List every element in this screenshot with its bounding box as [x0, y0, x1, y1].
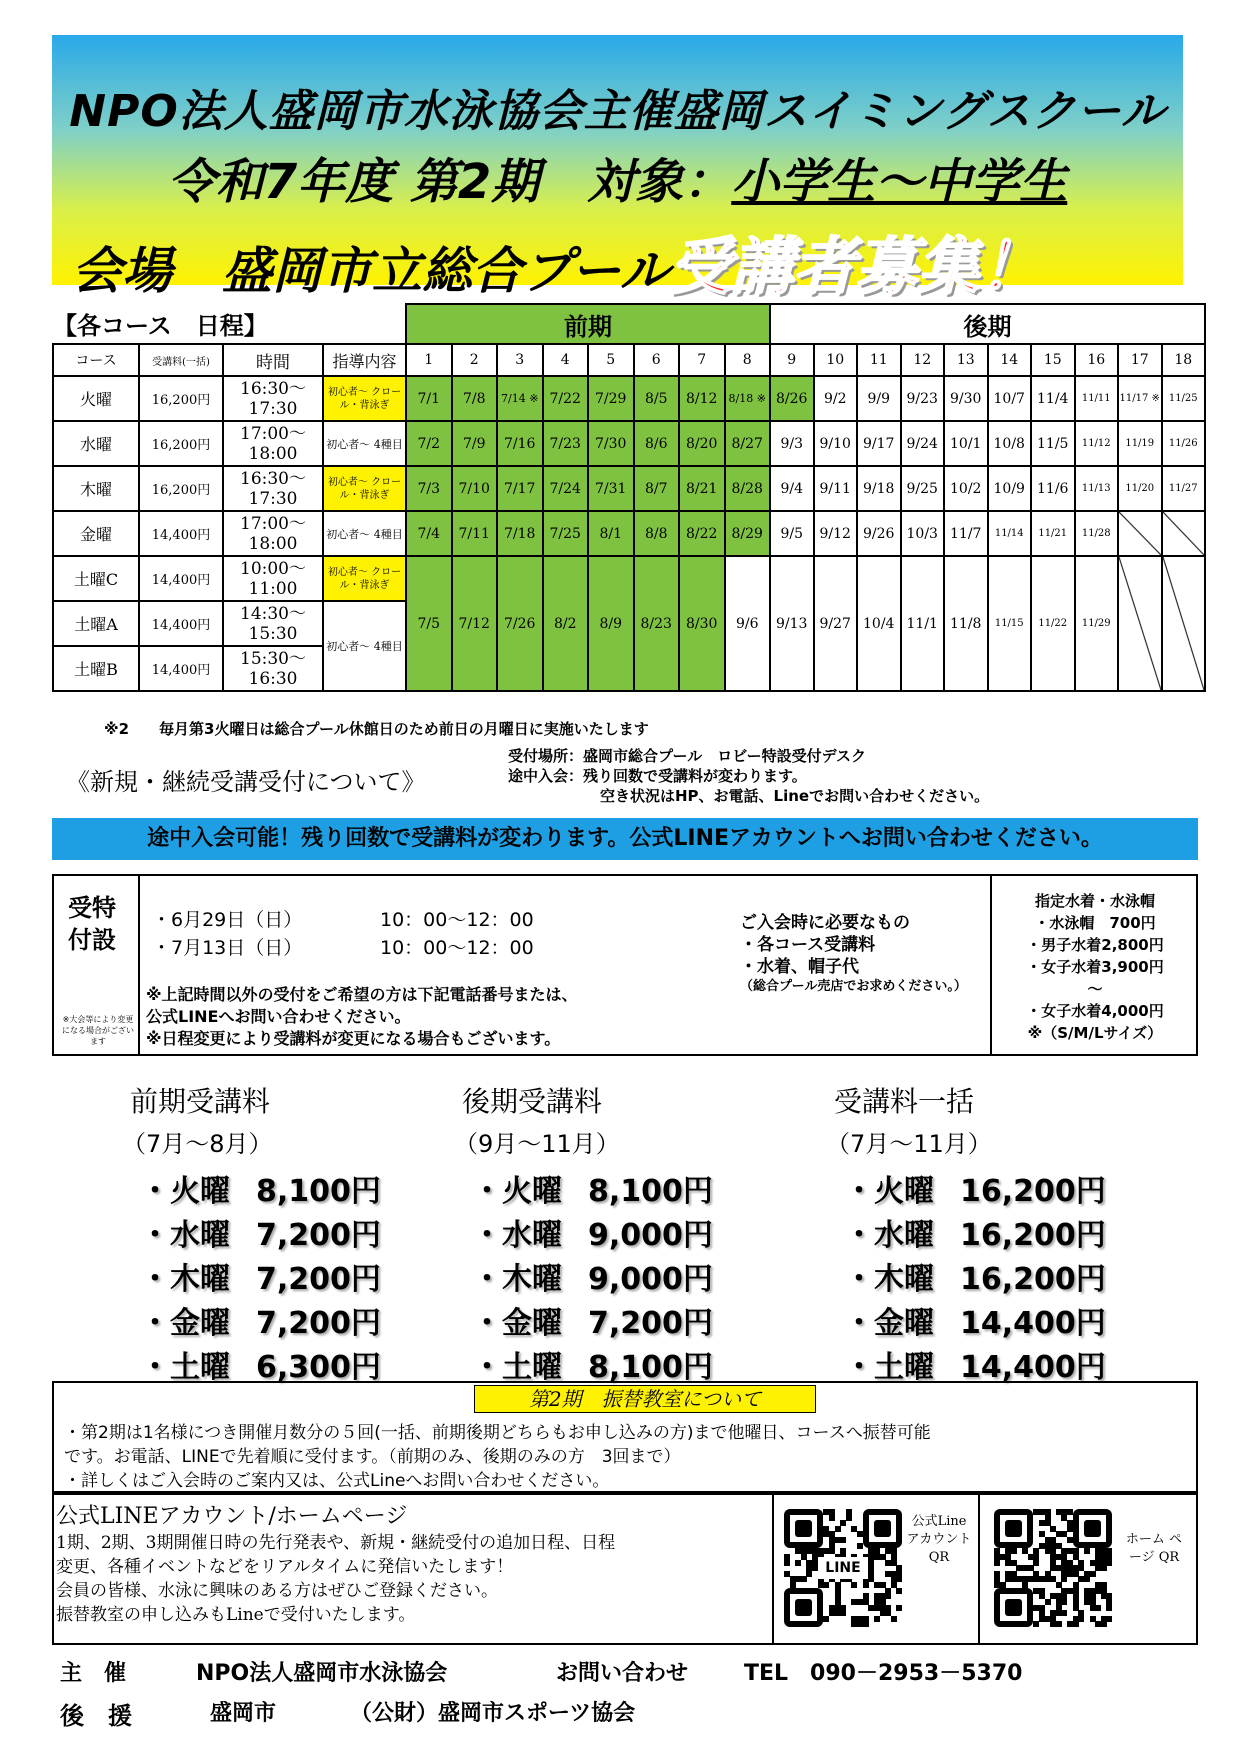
lesson-date: 10/1 [944, 421, 988, 466]
lesson-number: 1 [406, 344, 452, 376]
fee-day: ・土曜 [844, 1350, 934, 1385]
lesson-date [1118, 556, 1162, 691]
lesson-date: 9/3 [770, 421, 814, 466]
line-info [54, 1495, 774, 1643]
lesson-date: 11/21 [1031, 511, 1075, 556]
time-end: 16:30 [248, 668, 298, 689]
fee-title: 後期受講料 [462, 1085, 603, 1118]
lesson-date: 9/18 [857, 466, 901, 511]
course-day: 土曜A [53, 601, 139, 646]
place-label: 受付場所：盛岡市総合プール ロビー特設受付デスク [508, 747, 867, 765]
lesson-date: 7/14 ※ [497, 376, 543, 421]
lesson-date: 7/1 [406, 376, 452, 421]
fee-day: ・木曜 [140, 1262, 230, 1297]
lesson-date: 11/13 [1075, 466, 1119, 511]
banner-venue [72, 217, 1203, 306]
header-banner [52, 35, 1183, 303]
lesson-date: 9/25 [901, 466, 945, 511]
lesson-date: 9/2 [814, 376, 858, 421]
fee-amount: 8,100円 [588, 1174, 713, 1209]
lesson-date: 8/20 [679, 421, 725, 466]
swap-box [52, 1381, 1198, 1493]
line-text-2: 変更、各種イベントなどをリアルタイムに発信いたします！ [56, 1557, 514, 1577]
lesson-date: 11/19 [1118, 421, 1162, 466]
lesson-date: 7/26 [497, 556, 543, 691]
lesson-date: 11/4 [1031, 376, 1075, 421]
lesson-number: 16 [1075, 344, 1119, 376]
lesson-number: 4 [543, 344, 589, 376]
reception-details [140, 876, 990, 1054]
lesson-date: 11/22 [1031, 556, 1075, 691]
course-time [223, 511, 323, 556]
lesson-date: 10/9 [988, 466, 1032, 511]
lesson-date: 7/16 [497, 421, 543, 466]
lesson-date: 8/8 [634, 511, 680, 556]
fee-amount: 8,100円 [588, 1350, 713, 1385]
reception-note-b: 公式LINEへお問い合わせください。 [146, 1007, 411, 1026]
fee-day: ・火曜 [140, 1174, 230, 1209]
lesson-date: 7/29 [588, 376, 634, 421]
need-item-2: ・水着、帽子代 [740, 957, 859, 977]
lesson-date: 8/28 [725, 466, 771, 511]
fee-day: ・火曜 [472, 1174, 562, 1209]
fee-amount: 9,000円 [588, 1262, 713, 1297]
course-fee: 14,400円 [139, 646, 223, 691]
line-text-4: 振替教室の申し込みもLineで受付いたします。 [56, 1605, 416, 1625]
course-fee: 16,200円 [139, 376, 223, 421]
homepage-qr-code[interactable] [994, 1509, 1112, 1627]
lesson-date: 9/4 [770, 466, 814, 511]
lesson-date: 8/22 [679, 511, 725, 556]
lesson-date: 7/5 [406, 556, 452, 691]
lesson-date: 8/30 [679, 556, 725, 691]
registration-info [508, 746, 989, 806]
support-association: （公財）盛岡市スポーツ協会 [350, 1701, 636, 1726]
lesson-date [1162, 556, 1206, 691]
fee-day: ・水曜 [472, 1218, 562, 1253]
lesson-date: 9/17 [857, 421, 901, 466]
lesson-number: 3 [497, 344, 543, 376]
swap-line-2: です。お電話、LINEで先着順に受付ます。（前期のみ、後期のみの方 3回まで） [64, 1447, 681, 1467]
course-day: 火曜 [53, 376, 139, 421]
lesson-date: 7/2 [406, 421, 452, 466]
time-start: 17:00～ [240, 513, 306, 534]
line-title: 公式LINEアカウント/ホームページ [56, 1504, 408, 1529]
lesson-number: 5 [588, 344, 634, 376]
course-day: 金曜 [53, 511, 139, 556]
reception-label-1: 受特 [68, 894, 116, 922]
fee-day: ・水曜 [844, 1218, 934, 1253]
reception-date-1: ・6月29日（日） [152, 909, 303, 931]
fee-amount: 14,400円 [960, 1350, 1106, 1385]
fee-day: ・金曜 [844, 1306, 934, 1341]
lesson-number: 15 [1031, 344, 1075, 376]
lesson-number: 12 [901, 344, 945, 376]
lesson-date: 11/28 [1075, 511, 1119, 556]
contact-label: お問い合わせ [556, 1661, 689, 1686]
lesson-date [1162, 511, 1206, 556]
reception-label-2: 付設 [68, 926, 116, 954]
fee-day: ・土曜 [140, 1350, 230, 1385]
table-row [53, 376, 1205, 421]
lesson-date [1118, 511, 1162, 556]
lesson-date: 8/9 [588, 556, 634, 691]
schedule-note: ※2 毎月第3火曜日は総合プール休館日のため前日の月曜日に実施いたします [104, 720, 649, 738]
registration-heading: 《新規・継続受講受付について》 [66, 768, 426, 796]
lesson-date: 10/2 [944, 466, 988, 511]
lesson-date: 8/1 [588, 511, 634, 556]
course-content: 初心者～ 4種目 [323, 511, 406, 556]
schedule-table [52, 303, 1206, 692]
lesson-date: 9/30 [944, 376, 988, 421]
need-title: ご入会時に必要なもの [740, 913, 910, 933]
course-time [223, 421, 323, 466]
fee-amount: 16,200円 [960, 1218, 1106, 1253]
course-time [223, 466, 323, 511]
lesson-date: 9/24 [901, 421, 945, 466]
fee-amount: 7,200円 [256, 1306, 381, 1341]
host-name: NPO法人盛岡市水泳協会 [196, 1661, 448, 1686]
lesson-date: 11/12 [1075, 421, 1119, 466]
lesson-date: 9/9 [857, 376, 901, 421]
time-end: 15:30 [248, 623, 298, 644]
term-label: 令和7年度 第2期 対象： [167, 154, 732, 210]
lesson-date: 7/3 [406, 466, 452, 511]
fee-day: ・火曜 [844, 1174, 934, 1209]
swap-title: 第2期 振替教室について [474, 1385, 816, 1413]
fee-amount: 7,200円 [256, 1262, 381, 1297]
lesson-date: 11/5 [1031, 421, 1075, 466]
reception-label [54, 876, 140, 1054]
swim-cap-price: ・水泳帽 700円 [1034, 914, 1156, 932]
lesson-date: 10/3 [901, 511, 945, 556]
lesson-date: 9/10 [814, 421, 858, 466]
lesson-date: 11/26 [1162, 421, 1206, 466]
fee-amount: 7,200円 [256, 1218, 381, 1253]
course-time [223, 376, 323, 421]
fee-amount: 16,200円 [960, 1174, 1106, 1209]
reception-time-1: 10：00～12：00 [380, 909, 534, 931]
banner-title: NPO法人盛岡市水泳協会主催盛岡スイミングスクール [69, 86, 1166, 137]
midway-banner: 途中入会可能！残り回数で受講料が変わります。公式LINEアカウントへお問い合わせください。 [52, 818, 1198, 860]
swap-text [64, 1421, 931, 1493]
banner-subtitle [52, 143, 1183, 212]
lesson-date: 11/27 [1162, 466, 1206, 511]
inquiry-label: 空き状況はHP、お電話、Lineでお問い合わせください。 [600, 787, 990, 805]
host-label: 主 催 [60, 1661, 127, 1686]
lesson-date: 7/10 [452, 466, 498, 511]
reception-note-c: ※日程変更により受講料が変更になる場合もございます。 [146, 1029, 561, 1048]
lesson-date: 7/11 [452, 511, 498, 556]
lesson-date: 11/20 [1118, 466, 1162, 511]
swap-line-1: ・第2期は1名様につき開催月数分の５回(一括、前期後期どちらもお申し込みの方)まで他曜日、コースへ振替可能 [64, 1423, 931, 1443]
fee-amount: 8,100円 [256, 1174, 381, 1209]
swim-sizes: ※（S/M/Lサイズ） [1027, 1024, 1163, 1042]
col-fee: 受講料(一括) [139, 344, 223, 376]
swim-male-price: ・男子水着2,800円 [1026, 936, 1164, 954]
lesson-number: 18 [1162, 344, 1206, 376]
lesson-number: 6 [634, 344, 680, 376]
lesson-date: 11/1 [901, 556, 945, 691]
course-content: 初心者～ クロール・背泳ぎ [323, 376, 406, 421]
fee-day: ・水曜 [140, 1218, 230, 1253]
fee-day: ・金曜 [140, 1306, 230, 1341]
table-row [53, 421, 1205, 466]
lesson-number: 11 [857, 344, 901, 376]
lesson-date: 8/26 [770, 376, 814, 421]
lesson-date: 8/5 [634, 376, 680, 421]
col-course: コース [53, 344, 139, 376]
lesson-date: 11/6 [1031, 466, 1075, 511]
swim-title: 指定水着・水泳帽 [1034, 892, 1155, 910]
lesson-date: 10/8 [988, 421, 1032, 466]
course-time [223, 556, 323, 601]
fee-amount: 16,200円 [960, 1262, 1106, 1297]
lesson-date: 8/2 [543, 556, 589, 691]
time-end: 17:30 [248, 488, 298, 509]
table-row [53, 511, 1205, 556]
fee-amount: 7,200円 [588, 1306, 713, 1341]
fee-day: ・木曜 [844, 1262, 934, 1297]
lesson-date: 7/8 [452, 376, 498, 421]
fee-amount: 9,000円 [588, 1218, 713, 1253]
time-start: 16:30～ [240, 468, 306, 489]
reception-box [52, 874, 1198, 1056]
lesson-date: 7/17 [497, 466, 543, 511]
fee-period: （7月～11月） [826, 1130, 992, 1158]
qr-divider [978, 1495, 980, 1643]
line-box [52, 1493, 1198, 1645]
swim-female-price-2: ・女子水着4,000円 [1026, 1002, 1164, 1020]
lesson-date: 11/29 [1075, 556, 1119, 691]
fee-day: ・土曜 [472, 1350, 562, 1385]
lesson-number: 10 [814, 344, 858, 376]
course-day: 水曜 [53, 421, 139, 466]
reception-date-2: ・7月13日（日） [152, 937, 303, 959]
lesson-date: 8/29 [725, 511, 771, 556]
lesson-date: 11/25 [1162, 376, 1206, 421]
time-start: 15:30～ [240, 648, 306, 669]
course-content: 初心者～ 4種目 [323, 421, 406, 466]
lesson-date: 11/14 [988, 511, 1032, 556]
lesson-date: 7/31 [588, 466, 634, 511]
lesson-date: 9/23 [901, 376, 945, 421]
lesson-date: 10/7 [988, 376, 1032, 421]
line-logo: LINE [818, 1557, 868, 1579]
lesson-date: 9/26 [857, 511, 901, 556]
lesson-date: 9/13 [770, 556, 814, 691]
swim-female-price-1: ・女子水着3,900円 [1026, 958, 1164, 976]
course-day: 木曜 [53, 466, 139, 511]
lesson-date: 7/24 [543, 466, 589, 511]
course-fee: 14,400円 [139, 556, 223, 601]
time-start: 16:30～ [240, 378, 306, 399]
lesson-date: 11/17 ※ [1118, 376, 1162, 421]
lesson-date: 10/4 [857, 556, 901, 691]
time-end: 18:00 [248, 443, 298, 464]
time-start: 17:00～ [240, 423, 306, 444]
second-half-header: 後期 [770, 304, 1205, 344]
course-time [223, 601, 323, 646]
lesson-date: 7/4 [406, 511, 452, 556]
table-row [53, 466, 1205, 511]
lesson-number: 2 [452, 344, 498, 376]
lesson-date: 11/15 [988, 556, 1032, 691]
lesson-date: 8/23 [634, 556, 680, 691]
fee-title: 受講料一括 [834, 1085, 975, 1118]
course-fee: 16,200円 [139, 421, 223, 466]
swap-line-3: ・詳しくはご入会時のご案内又は、公式Lineへお問い合わせください。 [64, 1471, 610, 1491]
course-fee: 14,400円 [139, 601, 223, 646]
fee-day: ・木曜 [472, 1262, 562, 1297]
time-end: 11:00 [248, 578, 298, 599]
lesson-date: 11/11 [1075, 376, 1119, 421]
col-time: 時間 [223, 344, 323, 376]
lesson-date: 7/30 [588, 421, 634, 466]
schedule-title: 【各コース 日程】 [53, 312, 268, 340]
time-end: 17:30 [248, 398, 298, 419]
line-qr-label: 公式Line アカウント QR [906, 1514, 972, 1565]
time-start: 14:30～ [240, 603, 306, 624]
lesson-date: 11/7 [944, 511, 988, 556]
lesson-date: 7/22 [543, 376, 589, 421]
time-start: 10:00～ [240, 558, 306, 579]
reception-time-2: 10：00～12：00 [380, 937, 534, 959]
lesson-date: 8/27 [725, 421, 771, 466]
lesson-date: 7/18 [497, 511, 543, 556]
lesson-number: 8 [725, 344, 771, 376]
phone-number[interactable]: TEL 090－2953－5370 [744, 1661, 1023, 1686]
fee-period: （7月～8月） [122, 1130, 273, 1158]
midway-label: 途中入会：残り回数で受講料が変わります。 [508, 767, 807, 785]
course-day: 土曜B [53, 646, 139, 691]
course-time [223, 646, 323, 691]
lesson-date: 9/6 [725, 556, 771, 691]
fee-period: （9月～11月） [454, 1130, 620, 1158]
lesson-date: 8/18 ※ [725, 376, 771, 421]
line-text-3: 会員の皆様、水泳に興味のある方はぜひご登録ください。 [56, 1581, 498, 1601]
fee-title: 前期受講料 [130, 1085, 271, 1118]
fee-amount: 6,300円 [256, 1350, 381, 1385]
support-city: 盛岡市 [210, 1701, 277, 1726]
swim-range: ～ [1087, 980, 1103, 998]
venue-label: 会場 盛岡市立総合プール [72, 242, 670, 300]
lesson-date: 8/7 [634, 466, 680, 511]
lesson-date: 11/8 [944, 556, 988, 691]
reception-note-a: ※上記時間以外の受付をご希望の方は下記電話番号または、 [146, 985, 578, 1004]
lesson-date: 8/21 [679, 466, 725, 511]
homepage-qr-label: ホーム ページ QR [1125, 1532, 1183, 1565]
line-qr-code[interactable] [784, 1509, 902, 1627]
table-row [53, 556, 1205, 601]
support-label: 後 援 [60, 1702, 132, 1730]
col-content: 指導内容 [323, 344, 406, 376]
course-content: 初心者～ クロール・背泳ぎ [323, 556, 406, 601]
course-content: 初心者～ クロール・背泳ぎ [323, 466, 406, 511]
lesson-date: 8/6 [634, 421, 680, 466]
target-label: 小学生～中学生 [731, 154, 1068, 210]
first-half-header: 前期 [406, 304, 770, 344]
lesson-date: 7/25 [543, 511, 589, 556]
lesson-number: 7 [679, 344, 725, 376]
lesson-number: 17 [1118, 344, 1162, 376]
lesson-number: 9 [770, 344, 814, 376]
lesson-date: 9/5 [770, 511, 814, 556]
course-content: 初心者～ 4種目 [323, 601, 406, 691]
course-day: 土曜C [53, 556, 139, 601]
line-text-1: 1期、2期、3期開催日時の先行発表や、新規・継続受付の追加日程、日程 [56, 1533, 616, 1553]
lesson-date: 9/11 [814, 466, 858, 511]
lesson-date: 7/9 [452, 421, 498, 466]
fee-amount: 14,400円 [960, 1306, 1106, 1341]
lesson-date: 9/27 [814, 556, 858, 691]
lesson-date: 8/12 [679, 376, 725, 421]
reception-small-note: ※大会等により変更になる場合がございます [62, 1015, 134, 1046]
lesson-number: 13 [944, 344, 988, 376]
recruit-label: 受講者募集！ [669, 230, 1042, 303]
lesson-date: 9/12 [814, 511, 858, 556]
need-item-1: ・各コース受講料 [740, 935, 876, 955]
course-fee: 16,200円 [139, 466, 223, 511]
swimwear-prices [990, 876, 1196, 1054]
need-item-3: （総合プール売店でお求めください。） [740, 979, 967, 994]
lesson-date: 7/23 [543, 421, 589, 466]
time-end: 18:00 [248, 533, 298, 554]
course-fee: 14,400円 [139, 511, 223, 556]
fee-day: ・金曜 [472, 1306, 562, 1341]
lesson-date: 7/12 [452, 556, 498, 691]
lesson-number: 14 [988, 344, 1032, 376]
